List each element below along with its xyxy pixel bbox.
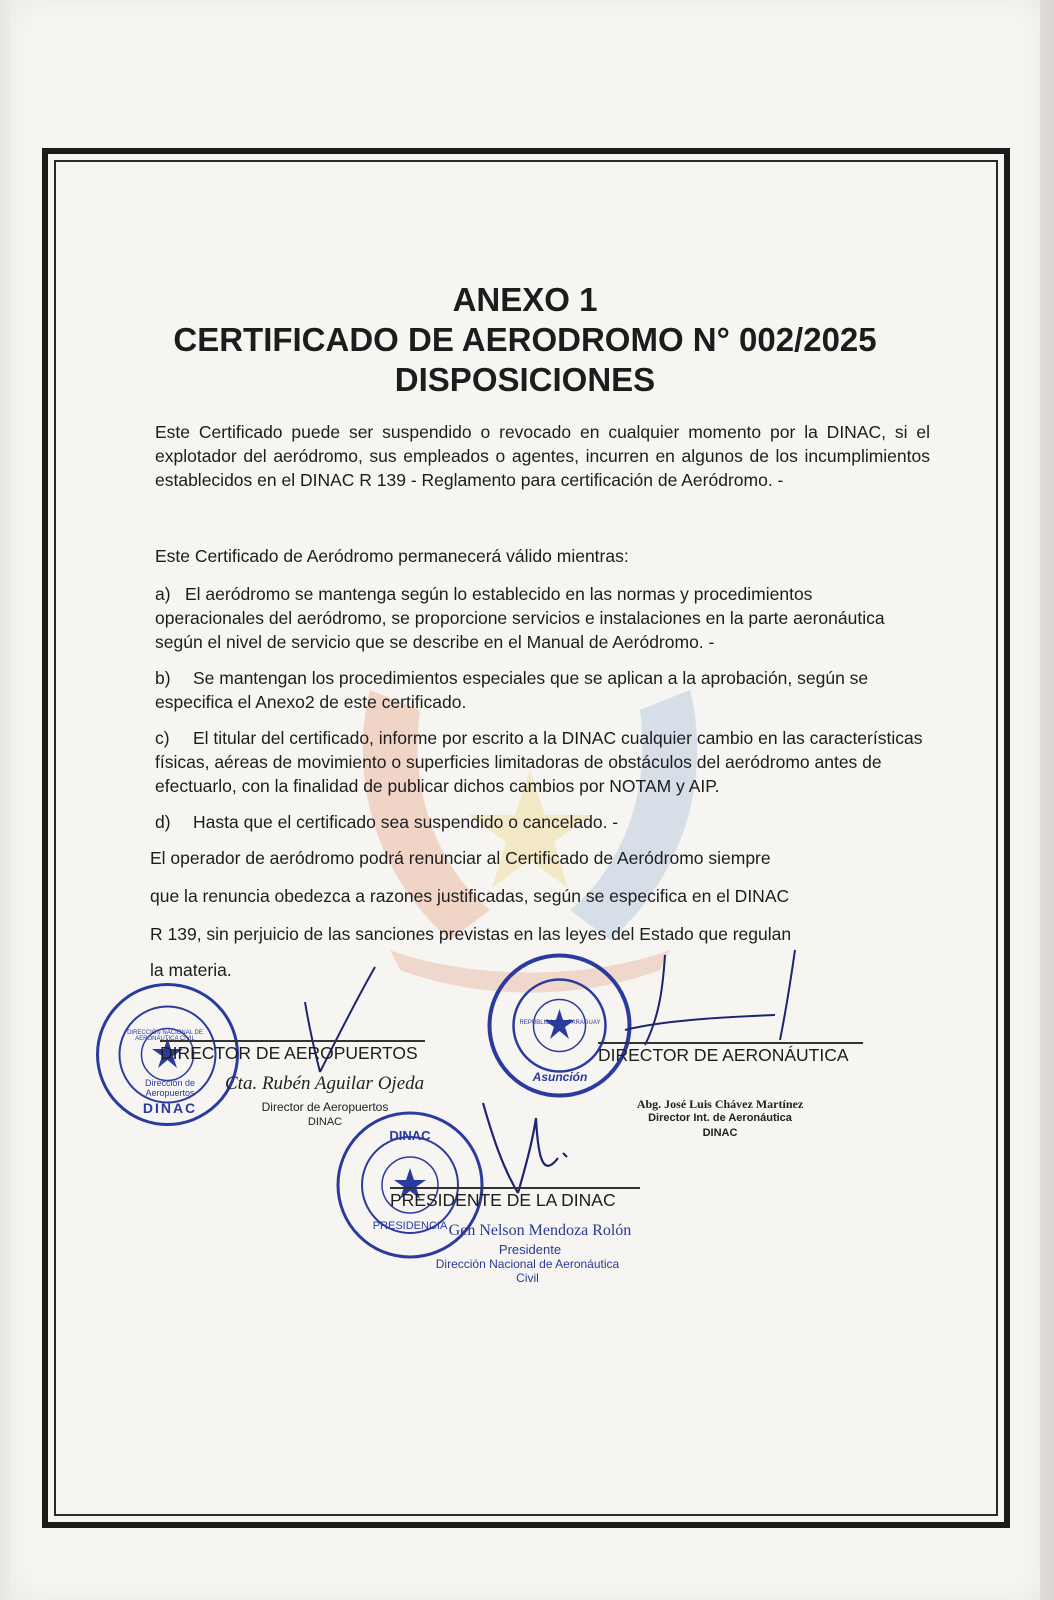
item-text: Se mantengan los procedimientos especiales que se aplican a la aprobación, según se especifica el Anexo2 de este certificado. (155, 668, 869, 712)
intro-paragraph: Este Certificado puede ser suspendido o revocado en cualquier momento por la DINAC, si el explotador del aeródromo, sus empleados o agentes, incurren en algunos de los incumplimientos establecidos en el DINAC R 139 - Reglamento para certificación de Aeródromo. - (155, 422, 930, 490)
signature-role-right: Director Int. de Aeronáutica (648, 1112, 792, 1124)
seal-center-top: DINAC (389, 1128, 431, 1143)
renuncia-line: la materia. (150, 960, 232, 980)
signature-org-right: DINAC (702, 1127, 738, 1139)
section-title: DISPOSICIONES (394, 361, 656, 398)
certificate-title: CERTIFICADO DE AERODROMO N° 002/2025 (173, 321, 877, 358)
signature-title-right: DIRECTOR DE AERONÁUTICA (598, 1045, 849, 1065)
seal-left-bottom: DINAC (142, 1100, 198, 1116)
signature-line-center (390, 1187, 640, 1189)
signature-name-right: Abg. José Luis Chávez Martínez (636, 1097, 804, 1111)
item-text: El aeródromo se mantenga según lo establecido en las normas y procedimientos operacionales del aeródromo, se proporcione servicios e instalaciones en la parte aeronáutica según el nivel de servicio que se describe en el Manual de Aeródromo. - (155, 584, 885, 652)
list-item (155, 666, 925, 714)
signature-right-icon (605, 945, 845, 1055)
list-item (155, 582, 925, 654)
seal-left-sub: Dirección de Aeropuertos (144, 1078, 196, 1098)
signature-role-center: Presidente (498, 1242, 562, 1257)
signature-line-right (598, 1042, 863, 1044)
signature-title-left: DIRECTOR DE AEROPUERTOS (160, 1043, 418, 1063)
seal-ring-text: DIRECCIÓN NACIONAL DE AERONÁUTICA CIVIL (127, 1030, 203, 1042)
item-letter: a) (155, 584, 171, 604)
item-letter: d) (155, 812, 171, 832)
signature-name-left: Cta. Rubén Aguilar Ojeda (225, 1073, 425, 1094)
item-text: El titular del certificado, informe por escrito a la DINAC cualquier cambio en las características físicas, aéreas de movimiento o superficies limitadoras de obstáculos del aeródromo antes de efectuarlo, con la finalidad de publicar dichos cambios por NOTAM y AIP. (155, 728, 923, 796)
signature-org-left: DINAC (307, 1116, 343, 1128)
renuncia-line: El operador de aeródromo podrá renunciar al Certificado de Aeródromo siempre (150, 848, 771, 868)
list-item (155, 810, 925, 834)
renuncia-line: que la renuncia obedezca a razones justificadas, según se especifica en el DINAC (150, 886, 790, 906)
annex-title: ANEXO 1 (452, 281, 598, 318)
list-item (155, 726, 925, 798)
renuncia-line: R 139, sin perjuicio de las sanciones previstas en las leyes del Estado que regulan (150, 924, 792, 944)
item-letter: b) (155, 668, 171, 688)
item-text: Hasta que el certificado sea suspendido o cancelado. - (193, 812, 619, 832)
signature-org-center: Dirección Nacional de Aeronáutica Civil (435, 1257, 620, 1285)
seal-right-bottom: Asunción (532, 1070, 588, 1084)
signature-left-icon (295, 962, 395, 1082)
signature-role-left: Director de Aeropuertos (261, 1100, 389, 1114)
seal-inner-text: REPÚBLICA DEL PARAGUAY (519, 1020, 601, 1026)
seal-center-bottom: PRESIDENCIA (372, 1220, 448, 1232)
item-letter: c) (155, 728, 170, 748)
validity-paragraph: Este Certificado de Aeródromo permanecerá válido mientras: (155, 546, 629, 566)
signature-title-center: PRESIDENTE DE LA DINAC (390, 1190, 616, 1210)
signature-name-center: Gen Nelson Mendoza Rolón (448, 1222, 632, 1239)
